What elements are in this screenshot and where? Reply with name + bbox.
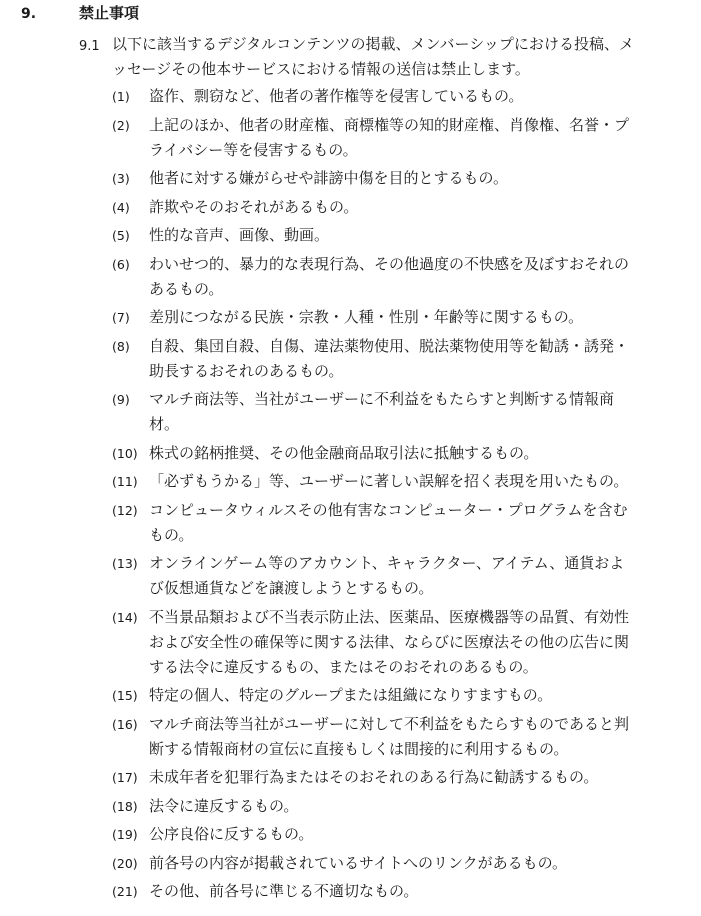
clause-text: 以下に該当するデジタルコンテンツの掲載、メンバーシップにおける投稿、メッセージその他本サービスにおける情報の送信は禁止します。 [112, 35, 634, 78]
item-number: (9) [112, 392, 130, 407]
item-text: 特定の個人、特定のグループまたは組織になりすますもの。 [149, 686, 553, 704]
item-number: (1) [112, 89, 130, 104]
item-text: 差別につながる民族・宗教・人種・性別・年齢等に関するもの。 [149, 308, 584, 326]
item-number: (16) [112, 716, 138, 732]
item-number: (3) [112, 171, 130, 186]
item-text: 前各号の内容が掲載されているサイトへのリンクがあるもの。 [149, 853, 568, 872]
item-text: わいせつ的、暴力的な表現行為、その他過度の不快感を及ぼすおそれのあるもの。 [149, 254, 630, 298]
item-number: (14) [112, 609, 138, 625]
item-text: オンラインゲーム等のアカウント、キャラクター、アイテム、通貨および仮想通貨などを譲渡しようとするもの。 [149, 554, 625, 597]
list-item [0, 851, 701, 876]
item-text: 公序良俗に反するもの。 [149, 825, 314, 843]
section-title: 禁止事項 [79, 4, 140, 22]
item-text: 自殺、集団自殺、自傷、違法薬物使用、脱法薬物使用等を勧誘・誘発・助長するおそれのあるもの。 [149, 336, 630, 380]
item-number: (4) [112, 199, 130, 215]
item-number: (11) [112, 474, 138, 489]
list-item [0, 879, 701, 904]
item-text: マルチ商法等、当社がユーザーに不利益をもたらすと判断する情報商材。 [149, 390, 615, 433]
item-number: (17) [112, 770, 138, 785]
item-text: 他者に対する嫌がらせや誹謗中傷を目的とするもの。 [149, 169, 508, 187]
item-number: (21) [112, 884, 138, 899]
item-text: 性的な音声、画像、動画。 [149, 226, 330, 244]
item-number: (6) [112, 256, 130, 272]
list-item [0, 113, 701, 163]
list-item [0, 334, 701, 384]
list-item [0, 166, 701, 191]
item-text: 盗作、剽窃など、他者の著作権等を侵害しているもの。 [149, 87, 524, 105]
item-number: (15) [112, 688, 138, 703]
list-item [0, 822, 701, 847]
item-text: 「必ずもうかる」等、ユーザーに著しい誤解を招く表現を用いたもの。 [149, 472, 629, 490]
item-text: 不当景品類および不当表示防止法、医薬品、医療機器等の品質、有効性および安全性の確保等に関する法律、ならびに医療法その他の広告に関する法令に違反するもの、またはそのおそれのあるもの。 [149, 607, 630, 676]
item-number: (20) [112, 855, 138, 871]
item-number: (19) [112, 827, 138, 842]
item-text: 株式の銘柄推奨、その他金融商品取引法に抵触するもの。 [149, 443, 539, 462]
clause-number: 9.1 [79, 39, 100, 54]
item-number: (5) [112, 228, 130, 243]
prohibited-items-list [0, 84, 701, 908]
list-item [0, 441, 701, 466]
list-item [0, 794, 701, 819]
item-text: 上記のほか、他者の財産権、商標権等の知的財産権、肖像権、名誉・プライバシー等を侵害するもの。 [149, 115, 630, 159]
list-item [0, 498, 701, 548]
item-text: 未成年者を犯罪行為またはそのおそれのある行為に勧誘するもの。 [149, 768, 599, 786]
list-item [0, 605, 701, 680]
list-item [0, 712, 701, 762]
item-number: (2) [112, 117, 130, 133]
list-item [0, 683, 701, 708]
list-item [0, 551, 701, 601]
list-item [0, 387, 701, 437]
item-text: 法令に違反するもの。 [149, 796, 299, 815]
list-item [0, 469, 701, 494]
item-number: (8) [112, 338, 130, 354]
list-item [0, 305, 701, 330]
item-number: (13) [112, 556, 138, 571]
item-text: マルチ商法等当社がユーザーに対して不利益をもたらすものであると判断する情報商材の宣伝に直接もしくは間接的に利用するもの。 [149, 714, 630, 758]
list-item [0, 252, 701, 302]
item-text: 詐欺やそのおそれがあるもの。 [149, 197, 359, 216]
list-item [0, 765, 701, 790]
item-number: (12) [112, 502, 138, 518]
item-number: (7) [112, 310, 130, 325]
item-text: コンピュータウィルスその他有害なコンピューター・プログラムを含むもの。 [149, 500, 628, 544]
item-text: その他、前各号に準じる不適切なもの。 [149, 882, 419, 900]
list-item [0, 84, 701, 109]
item-number: (10) [112, 445, 138, 461]
list-item [0, 195, 701, 220]
item-number: (18) [112, 798, 138, 814]
section-number: 9. [21, 6, 37, 22]
list-item [0, 223, 701, 248]
